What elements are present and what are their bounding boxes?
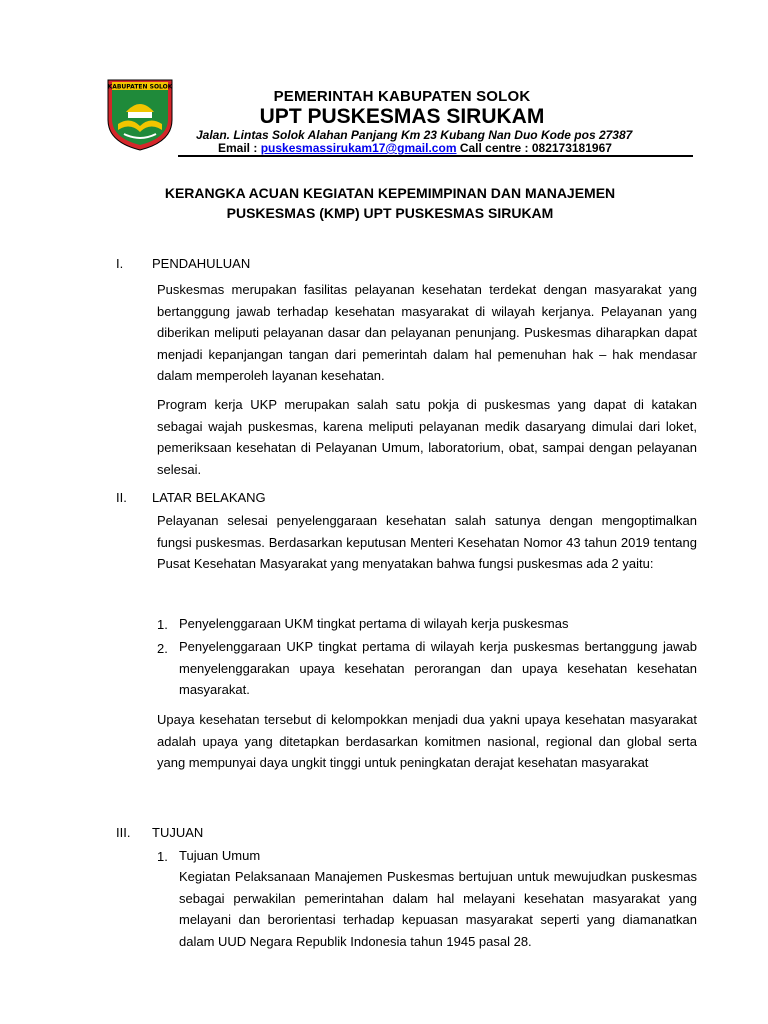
subsection-1-number: 1. — [157, 849, 168, 864]
email-label: Email : — [218, 141, 261, 155]
section-1-number: I. — [116, 256, 124, 271]
title-line-1: KERANGKA ACUAN KEGIATAN KEPEMIMPINAN DAN MANAJEMEN — [164, 185, 616, 201]
title-line-2: PUSKESMAS (KMP) UPT PUSKESMAS SIRUKAM — [226, 205, 554, 221]
section-1-paragraph-2: Program kerja UKP merupakan salah satu pokja di puskesmas yang dapat di katakan sebagai wajah puskesmas, karena meliputi pelayanan medik dasaryang dimulai dari loket, pemeriksaan kesehatan di Pelayanan Umum, laboratorium, obat, sampai dengan pelayanan selesai. — [157, 397, 697, 477]
list-item-1-number: 1. — [157, 617, 168, 632]
section-1-paragraph-1: Puskesmas merupakan fasilitas pelayanan kesehatan terdekat dengan masyarakat yang bertanggung jawab terhadap kesehatan masyarakat di wilayah kerjanya. Pelayanan yang diberikan meliputi pelayanan dasar dan pelayanan penunjang. Puskesmas diharapkan dapat menjadi kepanjangan tangan dari pemerintah dalam hal pemenuhan hak – hak mendasar dalam memperoleh layanan kesehatan. — [157, 282, 697, 383]
address: Jalan. Lintas Solok Alahan Panjang Km 23 Kubang Nan Duo Kode pos 27387 — [196, 128, 633, 142]
section-2-heading: LATAR BELAKANG — [152, 490, 266, 505]
section-2-number: II. — [116, 490, 127, 505]
section-3-heading: TUJUAN — [152, 825, 204, 840]
section-1-heading: PENDAHULUAN — [152, 256, 251, 271]
puskesmas-name: UPT PUSKESMAS SIRUKAM — [259, 105, 545, 128]
call-centre: Call centre : 082173181967 — [456, 141, 612, 155]
subsection-1-title: Tujuan Umum — [179, 848, 261, 863]
email-link[interactable]: puskesmassirukam17@gmail.com — [260, 141, 457, 155]
subsection-1-text: Kegiatan Pelaksanaan Manajemen Puskesmas bertujuan untuk mewujudkan puskesmas sebagai perwakilan pemerintahan dalam hal melayani kesehatan masyarakat yang melayani dan berorientasi terhadap kepuasan masyarakat seperti yang diamanatkan dalam UUD Negara Republik Indonesia tahun 1945 pasal 28. — [179, 869, 697, 949]
document-title — [100, 183, 680, 223]
letterhead-rule — [178, 155, 693, 157]
list-item-2-number: 2. — [157, 641, 168, 656]
section-3-number: III. — [116, 825, 131, 840]
list-item-2: Penyelenggaraan UKP tingkat pertama di wilayah kerja puskesmas bertanggung jawab menyelenggarakan upaya kesehatan perorangan dan upaya kesehatan kesehatan masyarakat. — [179, 639, 697, 697]
contact-line — [218, 141, 612, 155]
list-item-1: Penyelenggaraan UKM tingkat pertama di wilayah kerja puskesmas — [179, 616, 569, 631]
government-name: PEMERINTAH KABUPATEN SOLOK — [273, 88, 531, 105]
section-2-paragraph-1: Pelayanan selesai penyelenggaraan kesehatan salah satunya dengan mengoptimalkan fungsi puskesmas. Berdasarkan keputusan Menteri Kesehatan Nomor 43 tahun 2019 tentang Pusat Kesehatan Masyarakat yang menyatakan bahwa fungsi puskesmas ada 2 yaitu: — [157, 513, 697, 571]
logo-text: KABUPATEN SOLOK — [107, 83, 173, 91]
section-2-paragraph-2: Upaya kesehatan tersebut di kelompokkan menjadi dua yakni upaya kesehatan masyarakat adalah upaya yang ditetapkan berdasarkan komitmen nasional, regional dan global serta yang mempunyai daya ungkit tinggi untuk peningkatan derajat kesehatan masyarakat — [157, 712, 697, 770]
